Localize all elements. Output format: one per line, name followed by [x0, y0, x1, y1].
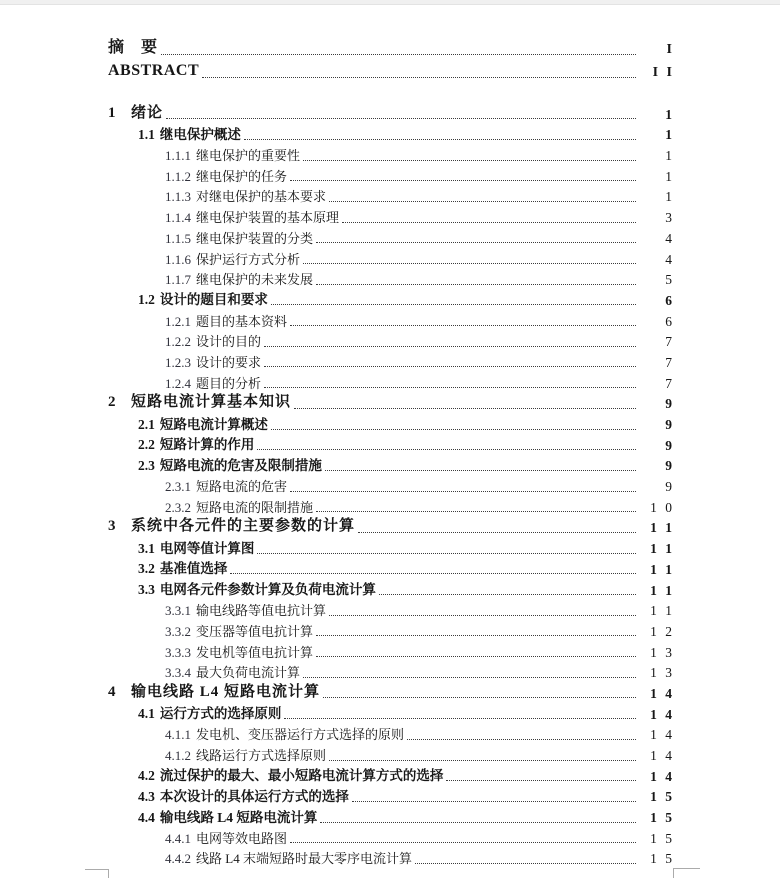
toc-entry[interactable]: [108, 495, 672, 516]
toc-entry[interactable]: [108, 433, 672, 454]
dot-leader: [230, 573, 636, 574]
toc-entry-label: 继电保护的任务: [196, 168, 288, 184]
toc-entry-page: 1 1: [650, 603, 672, 619]
toc-entry-number: 4.3: [138, 788, 155, 804]
dot-leader: [202, 77, 636, 78]
toc-entry-label: 流过保护的最大、最小短路电流计算方式的选择: [159, 768, 444, 784]
toc-entry[interactable]: [108, 102, 672, 123]
toc-entry[interactable]: [108, 123, 672, 144]
toc-entry[interactable]: [108, 785, 672, 806]
toc-entry-label: 继电保护的未来发展: [196, 272, 314, 288]
toc-entry-page: 5: [665, 272, 672, 288]
toc-entry-page: 1: [665, 148, 672, 164]
dot-leader: [284, 718, 636, 719]
toc-entry-number: 1.2.1: [165, 313, 191, 329]
toc-entry-label: 输电线路 L4 短路电流计算: [131, 683, 321, 700]
toc-entry[interactable]: [108, 474, 672, 495]
dot-leader: [329, 760, 636, 761]
toc-entry-label: 短路电流的限制措施: [196, 499, 314, 515]
toc-entry-number: 1.2.3: [165, 354, 191, 370]
toc-entry[interactable]: [108, 412, 672, 433]
toc-entry-page: 1 2: [650, 623, 672, 639]
toc-entry[interactable]: [108, 847, 672, 868]
toc-entry-number: 4.2: [138, 768, 155, 784]
toc-entry-number: 1.1.2: [165, 168, 191, 184]
toc-entry-number: 4.4.2: [165, 851, 191, 867]
toc-entry-page: 1: [665, 168, 672, 184]
toc-entry-page: 1 1: [650, 561, 672, 577]
toc-entry-label: 电网等值计算图: [159, 540, 255, 556]
toc-section-gap: [108, 81, 672, 102]
toc-entry-page: I I: [652, 65, 672, 80]
toc-entry[interactable]: [108, 640, 672, 661]
toc-entry-number: 2.1: [138, 416, 155, 432]
dot-leader: [446, 780, 636, 781]
dot-leader: [316, 242, 636, 243]
dot-leader: [244, 139, 636, 140]
toc-entry-page: 1 5: [650, 830, 672, 846]
toc-entry-label: 电网等效电路图: [196, 830, 288, 846]
toc-entry-page: 7: [665, 334, 672, 350]
toc-entry-page: 1 3: [650, 644, 672, 660]
text-boundary-mark-right: [673, 868, 700, 878]
toc-entry-number: 1.1.5: [165, 230, 191, 246]
toc-entry-page: 1 1: [650, 582, 672, 598]
toc-entry[interactable]: [108, 557, 672, 578]
toc-entry-page: 9: [665, 396, 672, 412]
toc-entry-page: 1: [665, 127, 672, 143]
toc-entry[interactable]: [108, 723, 672, 744]
dot-leader: [257, 449, 636, 450]
toc-entry-label: 线路 L4 末端短路时最大零序电流计算: [196, 851, 412, 867]
toc-front-matter: [108, 35, 672, 81]
toc-entry-page: 1 1: [650, 541, 672, 557]
toc-entry-label: 绪论: [131, 104, 164, 121]
toc-entry-number: 4.1.1: [165, 727, 191, 743]
toc-entry-number: 3.3.1: [165, 603, 191, 619]
toc-entry-number: 2.3.1: [165, 479, 191, 495]
toc-entry-label: 输电线路 L4 短路电流计算: [159, 809, 318, 825]
toc-entry-number: 1.1.4: [165, 210, 191, 226]
dot-leader: [161, 54, 636, 55]
dot-leader: [271, 429, 636, 430]
toc-entry-page: 1: [665, 106, 672, 122]
toc-entry-page: 1 1: [650, 520, 672, 536]
toc-entry[interactable]: [108, 619, 672, 640]
toc-entry-number: 4.4: [138, 809, 155, 825]
toc-entry-number: 4: [108, 683, 116, 700]
toc-entry[interactable]: [108, 681, 672, 702]
toc-entry-label: 本次设计的具体运行方式的选择: [159, 788, 349, 804]
toc-entry-number: 3.3.3: [165, 644, 191, 660]
toc-entry[interactable]: [108, 226, 672, 247]
toc-entry-page: 9: [665, 458, 672, 474]
toc-entry[interactable]: [108, 35, 672, 58]
toc-entry-number: 2.2: [138, 437, 155, 453]
toc-entry-number: 3: [108, 518, 116, 535]
toc-entry-page: 6: [665, 313, 672, 329]
toc-entry[interactable]: [108, 392, 672, 413]
toc-entry-label: 短路电流的危害及限制措施: [159, 457, 322, 473]
toc-entry-label: 线路运行方式选择原则: [196, 748, 327, 763]
toc-entry-label: 最大负荷电流计算: [196, 665, 301, 681]
toc-entry-page: 1 0: [650, 499, 672, 515]
toc-entry-page: 3: [665, 210, 672, 226]
toc-entry-label: 电网各元件参数计算及负荷电流计算: [159, 582, 376, 597]
toc-entry[interactable]: [108, 330, 672, 351]
toc-entry-number: 1: [108, 104, 116, 121]
toc-entry-label: 变压器等值电抗计算: [196, 623, 314, 639]
dot-leader: [379, 594, 636, 595]
toc-entry-label: 短路计算的作用: [159, 437, 255, 453]
toc-entry-page: 1 3: [650, 665, 672, 681]
dot-leader: [320, 822, 636, 823]
toc-entry[interactable]: [108, 661, 672, 682]
toc-entry-number: 1.2: [138, 292, 155, 308]
toc-entry[interactable]: [108, 536, 672, 557]
toc-entry-label: 发电机等值电抗计算: [196, 644, 314, 660]
dot-leader: [316, 635, 636, 636]
toc-entry-label: 短路电流计算概述: [159, 416, 268, 432]
toc-entry-number: 1.1.6: [165, 251, 191, 267]
toc-entry[interactable]: [108, 143, 672, 164]
toc-entry[interactable]: [108, 58, 672, 81]
toc-entry-page: 9: [665, 437, 672, 453]
dot-leader: [264, 366, 636, 367]
toc-entry-label: 设计的要求: [196, 354, 262, 370]
toc-entry-label: 继电保护装置的基本原理: [196, 210, 340, 226]
toc-entry-page: 1 4: [650, 706, 672, 722]
toc-entry-number: 4.1: [138, 706, 155, 722]
toc-entry-label: 摘 要: [108, 39, 158, 56]
toc-entry-page: 4: [665, 230, 672, 246]
toc-entry-label: 短路电流计算基本知识: [131, 394, 292, 411]
dot-leader: [323, 697, 636, 698]
dot-leader: [257, 553, 636, 554]
dot-leader: [316, 656, 636, 657]
toc-entry[interactable]: [108, 371, 672, 392]
toc-entry-label: 设计的题目和要求: [159, 292, 268, 308]
toc-entry[interactable]: [108, 702, 672, 723]
toc-entry-label: 继电保护概述: [159, 126, 241, 142]
dot-leader: [290, 180, 636, 181]
dot-leader: [316, 511, 636, 512]
dot-leader: [329, 201, 636, 202]
toc-entry[interactable]: [108, 350, 672, 371]
toc-entry-label: 系统中各元件的主要参数的计算: [131, 518, 356, 535]
dot-leader: [316, 284, 636, 285]
dot-leader: [342, 222, 636, 223]
toc-entry[interactable]: [108, 578, 672, 599]
toc-entry-label: 保护运行方式分析: [196, 251, 301, 267]
toc-entry[interactable]: [108, 599, 672, 620]
toc-entry-number: 2.3: [138, 457, 155, 473]
toc-entry-number: 3.1: [138, 540, 155, 556]
toc-entry-label: 继电保护装置的分类: [196, 230, 314, 246]
toc-entry[interactable]: [108, 268, 672, 289]
toc-entry-label: 继电保护的重要性: [196, 148, 301, 164]
dot-leader: [290, 325, 636, 326]
toc-entry-page: 1 5: [650, 789, 672, 805]
toc-entry-page: 4: [665, 251, 672, 267]
toc-entry-label: ABSTRACT: [108, 62, 200, 79]
dot-leader: [303, 677, 636, 678]
dot-leader: [325, 470, 636, 471]
toc-entry[interactable]: [108, 764, 672, 785]
toc-entry-label: 输电线路等值电抗计算: [196, 603, 327, 619]
toc-entry-label: 基准值选择: [159, 561, 228, 577]
toc-entry-number: 3.3.2: [165, 623, 191, 639]
toc-entry-label: 题目的基本资料: [196, 313, 288, 329]
toc-entry-number: 4.4.1: [165, 830, 191, 846]
toc-entry[interactable]: [108, 164, 672, 185]
page-top-edge: [0, 0, 780, 5]
toc-entry[interactable]: [108, 743, 672, 764]
dot-leader: [358, 532, 636, 533]
toc-entry-page: 1 4: [650, 685, 672, 701]
dot-leader: [290, 842, 636, 843]
toc-entry-label: 题目的分析: [196, 375, 262, 391]
dot-leader: [303, 160, 636, 161]
toc-entry-page: 1 4: [650, 748, 672, 763]
toc-entry-number: 1.1.3: [165, 189, 191, 205]
toc-entry[interactable]: [108, 826, 672, 847]
toc-entry-number: 1.1.7: [165, 272, 191, 288]
toc-entry[interactable]: [108, 309, 672, 330]
dot-leader: [352, 801, 636, 802]
toc-entry-page: 6: [665, 292, 672, 308]
toc-entry-number: 3.3.4: [165, 665, 191, 681]
dot-leader: [264, 346, 636, 347]
dot-leader: [407, 739, 636, 740]
dot-leader: [415, 863, 636, 864]
toc-entry-number: 2.3.2: [165, 499, 191, 515]
toc-entry-number: 4.1.2: [165, 748, 191, 763]
toc-entry-page: 1 5: [650, 810, 672, 826]
toc-entry[interactable]: [108, 805, 672, 826]
toc-entry-label: 设计的目的: [196, 334, 262, 350]
toc-entry-page: 1 5: [650, 851, 672, 867]
toc-entry-number: 1.1.1: [165, 148, 191, 164]
toc-entry-page: 1 4: [650, 727, 672, 743]
toc-entry-list: [108, 102, 672, 867]
dot-leader: [166, 118, 636, 119]
text-boundary-mark-left: [85, 869, 109, 878]
table-of-contents: [108, 35, 672, 867]
toc-entry[interactable]: [108, 247, 672, 268]
dot-leader: [264, 387, 636, 388]
toc-entry[interactable]: [108, 288, 672, 309]
toc-entry-page: 7: [665, 375, 672, 391]
toc-entry-page: 1: [665, 189, 672, 205]
toc-entry[interactable]: [108, 454, 672, 475]
toc-entry-page: 9: [665, 479, 672, 495]
toc-entry-number: 3.3: [138, 582, 155, 597]
toc-entry-label: 运行方式的选择原则: [159, 706, 282, 722]
toc-entry-label: 发电机、变压器运行方式选择的原则: [196, 727, 405, 743]
toc-entry-page: I: [666, 42, 672, 57]
dot-leader: [294, 408, 636, 409]
toc-entry[interactable]: [108, 185, 672, 206]
dot-leader: [303, 263, 636, 264]
toc-entry[interactable]: [108, 205, 672, 226]
toc-entry-page: 7: [665, 354, 672, 370]
toc-entry-number: 3.2: [138, 561, 155, 577]
dot-leader: [329, 615, 636, 616]
dot-leader: [271, 304, 636, 305]
toc-entry-number: 1.2.4: [165, 375, 191, 391]
toc-entry-label: 对继电保护的基本要求: [196, 189, 327, 205]
toc-entry-number: 1.2.2: [165, 334, 191, 350]
toc-entry-page: 1 4: [650, 768, 672, 784]
toc-entry-label: 短路电流的危害: [196, 479, 288, 495]
dot-leader: [290, 491, 636, 492]
toc-entry[interactable]: [108, 516, 672, 537]
toc-entry-number: 2: [108, 394, 116, 411]
toc-entry-number: 1.1: [138, 126, 155, 142]
toc-entry-page: 9: [665, 417, 672, 432]
